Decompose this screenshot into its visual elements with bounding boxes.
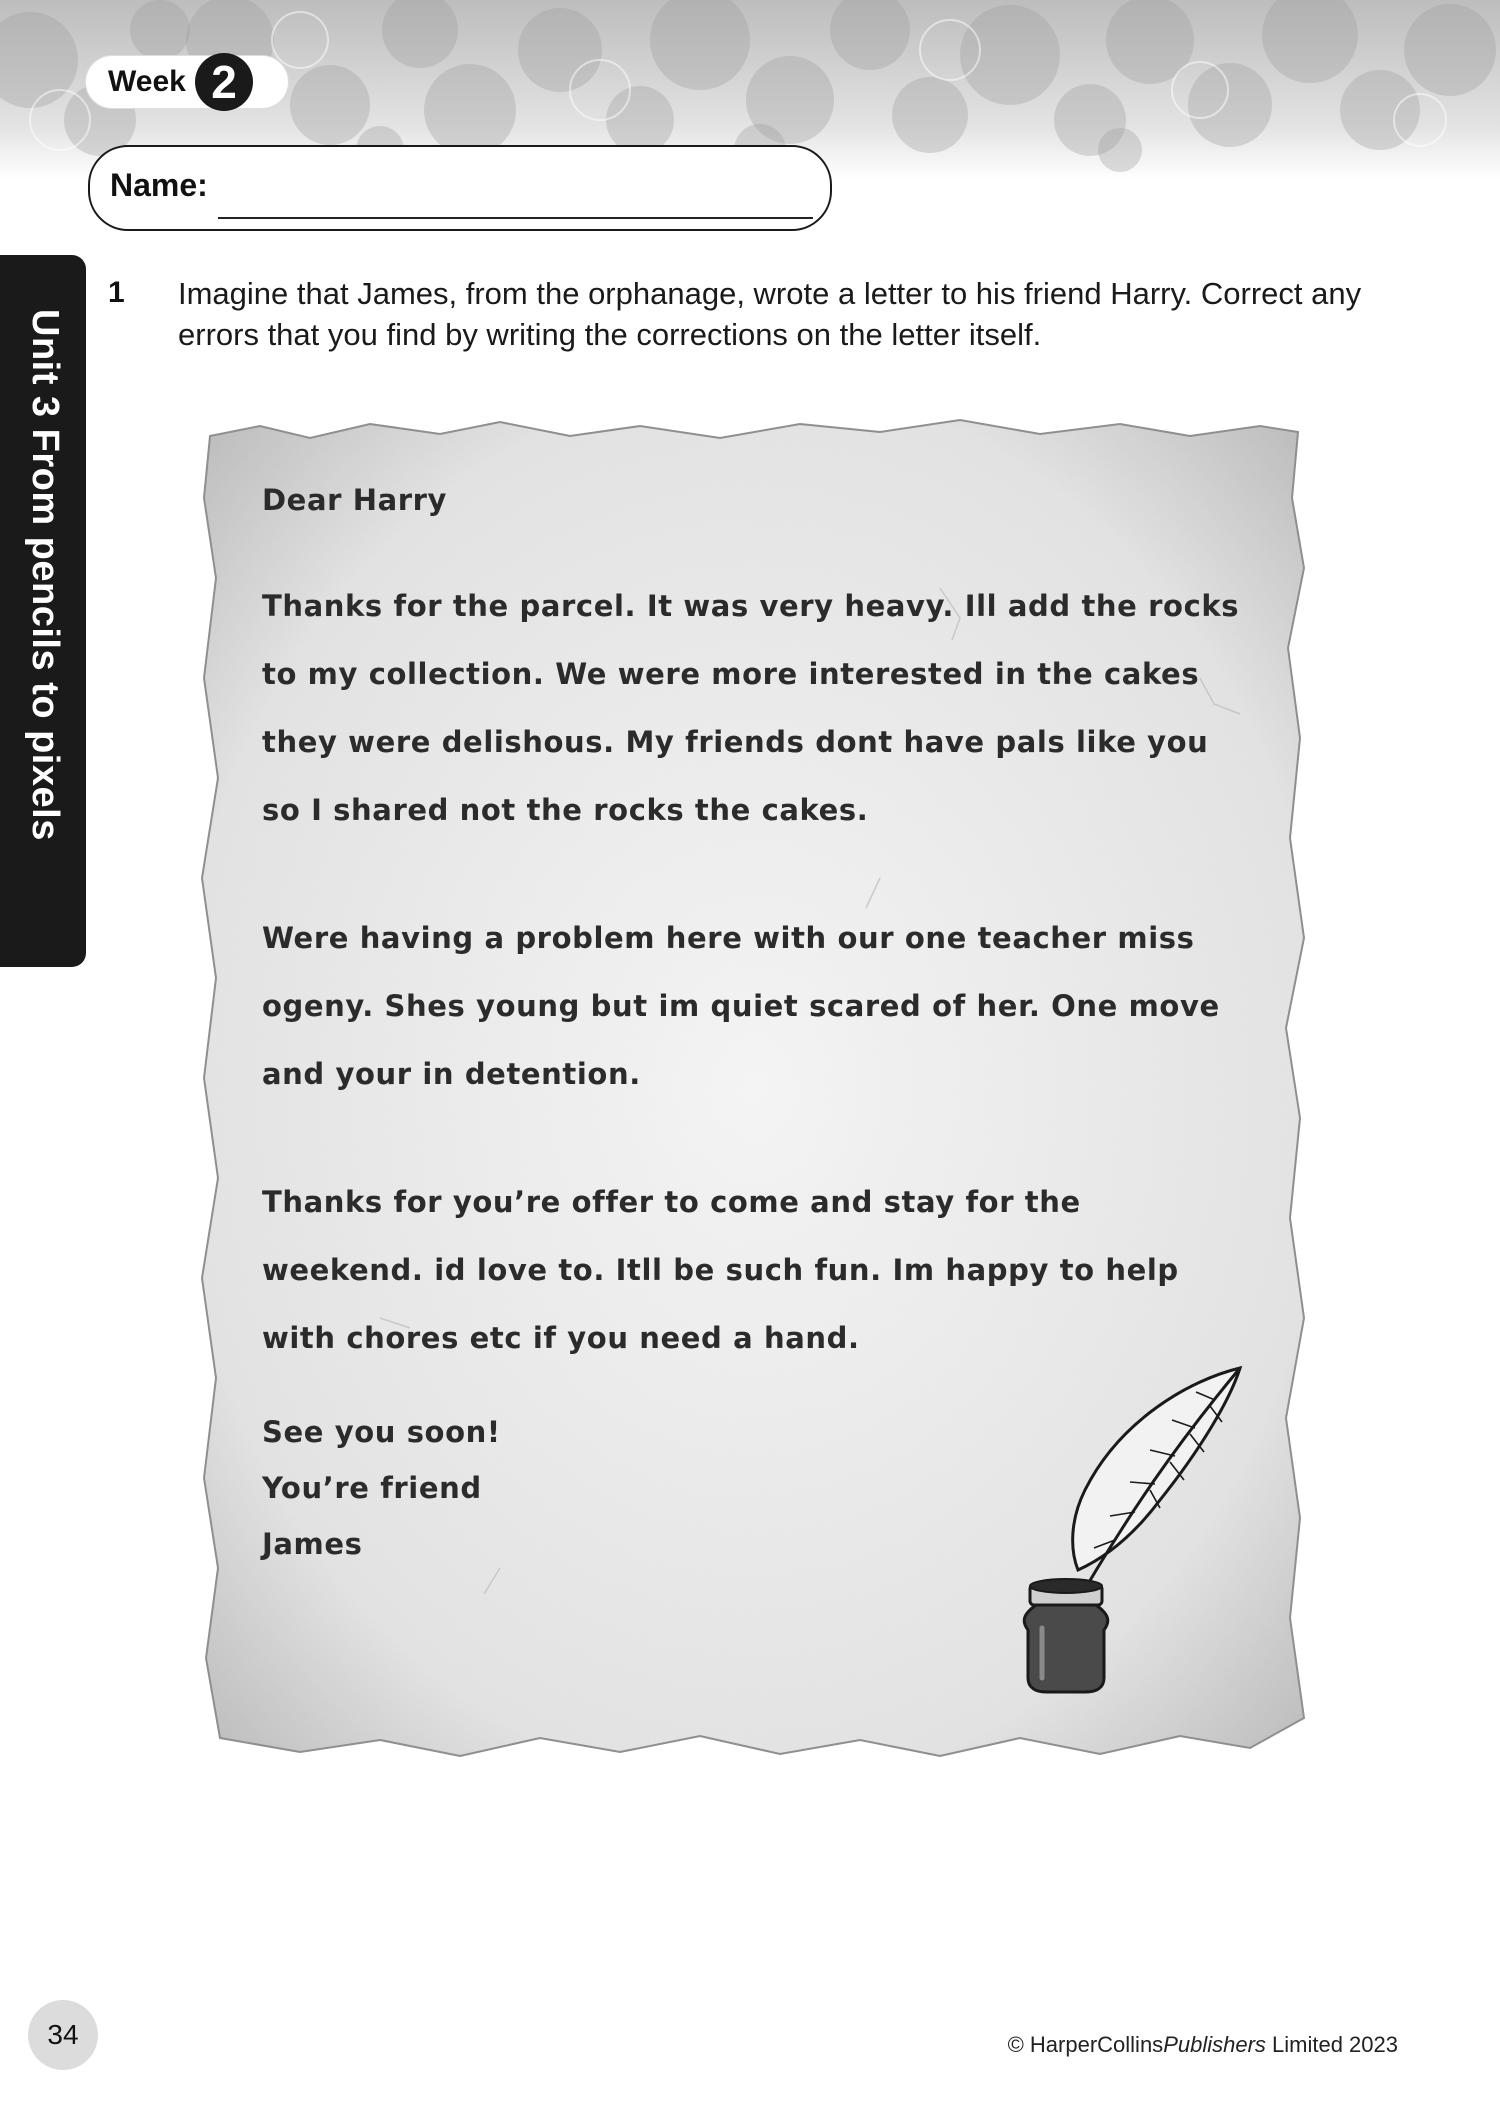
copyright-italic: Publishers	[1163, 2032, 1266, 2057]
week-number: 2	[195, 53, 253, 111]
letter-salutation: Dear Harry	[262, 483, 448, 517]
letter-signature: James	[262, 1527, 363, 1561]
name-field-box	[88, 145, 832, 231]
letter-closing: You’re friend	[262, 1471, 482, 1505]
week-label: Week	[108, 65, 186, 98]
letter-paragraph: Thanks for you’re offer to come and stay for the weekend. id love to. Itll be such fun. Im happy to help with chores etc if you need a hand.	[262, 1185, 1179, 1355]
quill-inkwell-icon	[990, 1360, 1250, 1700]
copyright-prefix: © HarperCollins	[1007, 2032, 1164, 2057]
week-badge	[86, 56, 288, 108]
question-number: 1	[108, 276, 125, 309]
letter-closing: See you soon!	[262, 1415, 501, 1449]
copyright-suffix: Limited 2023	[1265, 2032, 1398, 2057]
unit-side-tab	[0, 255, 86, 967]
unit-side-tab-label: Unit 3 From pencils to pixels	[24, 309, 66, 841]
name-write-line[interactable]	[218, 217, 813, 219]
question-text: Imagine that James, from the orphanage, wrote a letter to his friend Harry. Correct any errors that you find by writing the corrections on the letter itself.	[178, 276, 1362, 352]
page-number: 34	[28, 2000, 98, 2070]
letter-paragraph: Thanks for the parcel. It was very heavy. Ill add the rocks to my collection. We were more interested in the cakes they were delishous. My friends dont have pals like you so I shared not the rocks the cakes.	[262, 589, 1240, 827]
name-label: Name:	[110, 167, 208, 203]
letter-paragraph: Were having a problem here with our one teacher miss ogeny. Shes young but im quiet scared of her. One move and your in detention.	[262, 921, 1220, 1091]
copyright-notice	[1008, 2032, 1398, 2058]
